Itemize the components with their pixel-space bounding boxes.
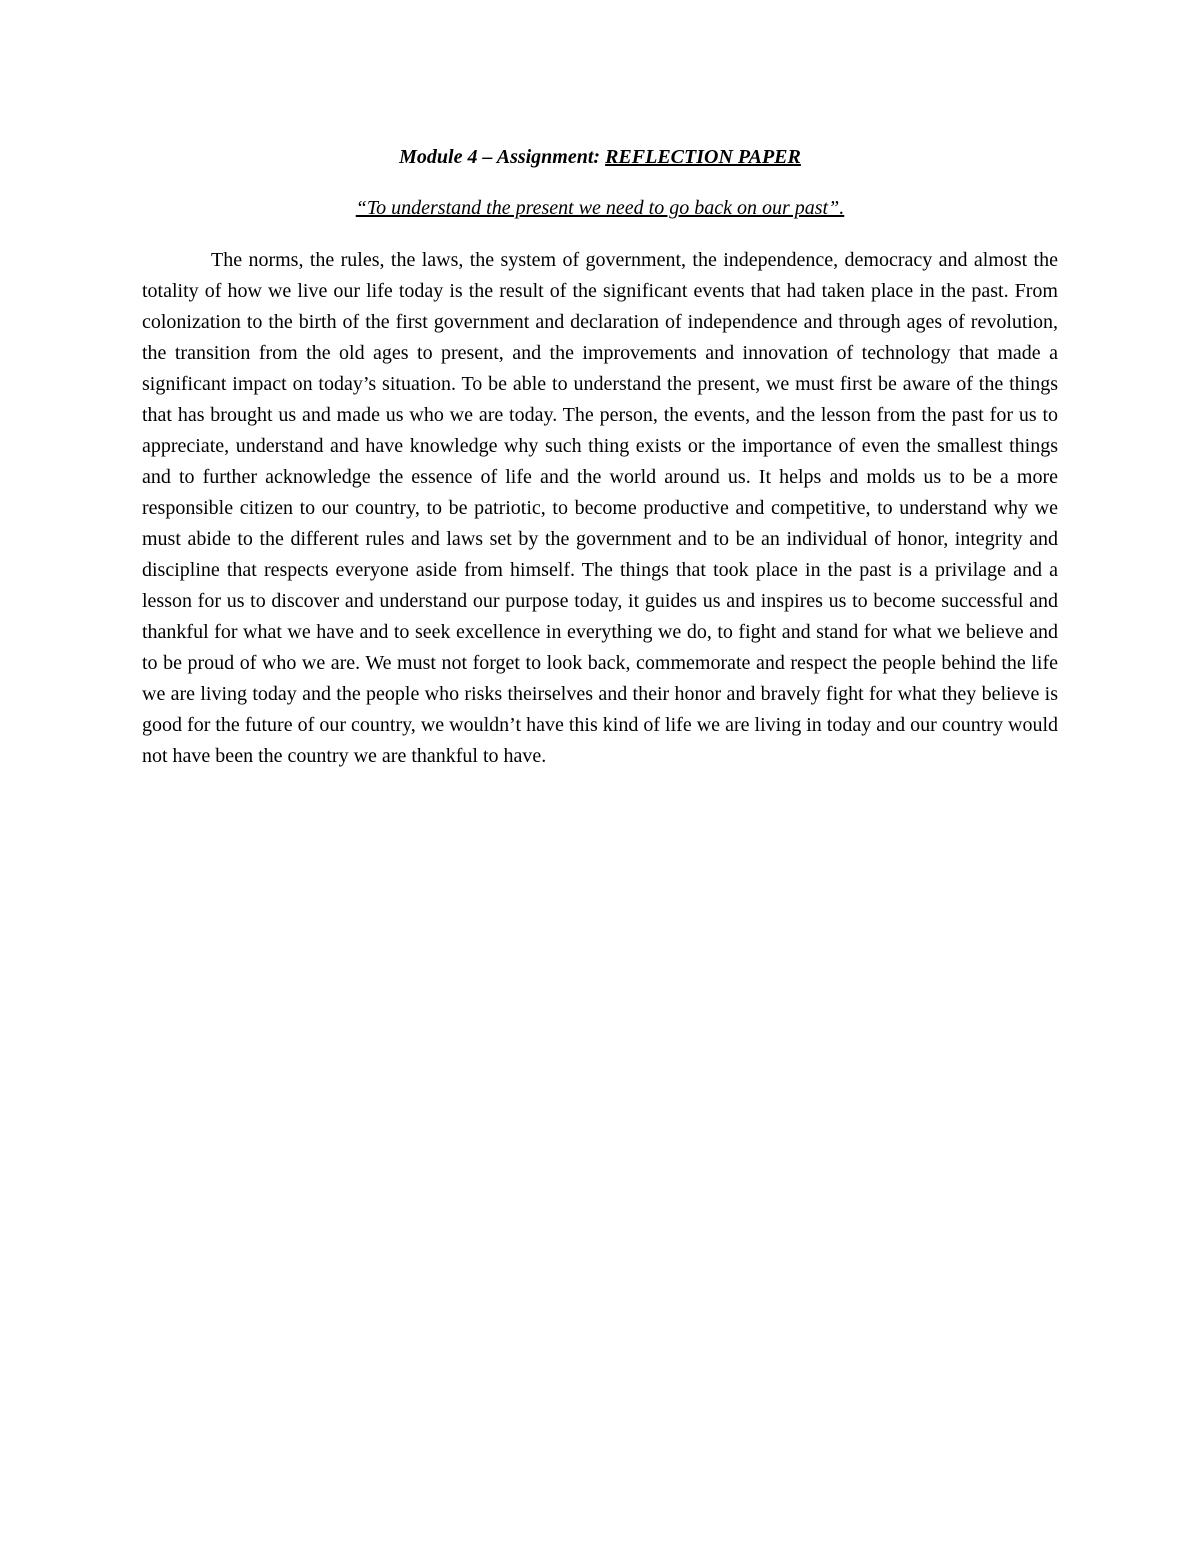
title-main: REFLECTION PAPER: [605, 146, 801, 168]
body-paragraph: The norms, the rules, the laws, the system of government, the independence, democracy and almost the totality of how we live our life today is the result of the significant events that had taken place in the past. From colonization to the birth of the first government and declaration of independence and through ages of revolution, the transition from the old ages to present, and the improvements and innovation of technology that made a significant impact on today’s situation. To be able to understand the present, we must first be aware of the things that has brought us and made us who we are today. The person, the events, and the lesson from the past for us to appreciate, understand and have knowledge why such thing exists or the importance of even the smallest things and to further acknowledge the essence of life and the world around us. It helps and molds us to be a more responsible citizen to our country, to be patriotic, to become productive and competitive, to understand why we must abide to the different rules and laws set by the government and to be an individual of honor, integrity and discipline that respects everyone aside from himself. The things that took place in the past is a privilage and a lesson for us to discover and understand our purpose today, it guides us and inspires us to become successful and thankful for what we have and to seek excellence in everything we do, to fight and stand for what we believe and to be proud of who we are. We must not forget to look back, commemorate and respect the people behind the life we are living today and the people who risks theirselves and their honor and bravely fight for what they believe is good for the future of our country, we wouldn’t have this kind of life we are living in today and our country would not have been the country we are thankful to have.: [142, 249, 1058, 767]
document-title: [0, 144, 1200, 170]
document-subtitle: “To understand the present we need to go back on our past”.: [355, 197, 845, 219]
title-prefix: Module 4 – Assignment:: [399, 146, 606, 168]
